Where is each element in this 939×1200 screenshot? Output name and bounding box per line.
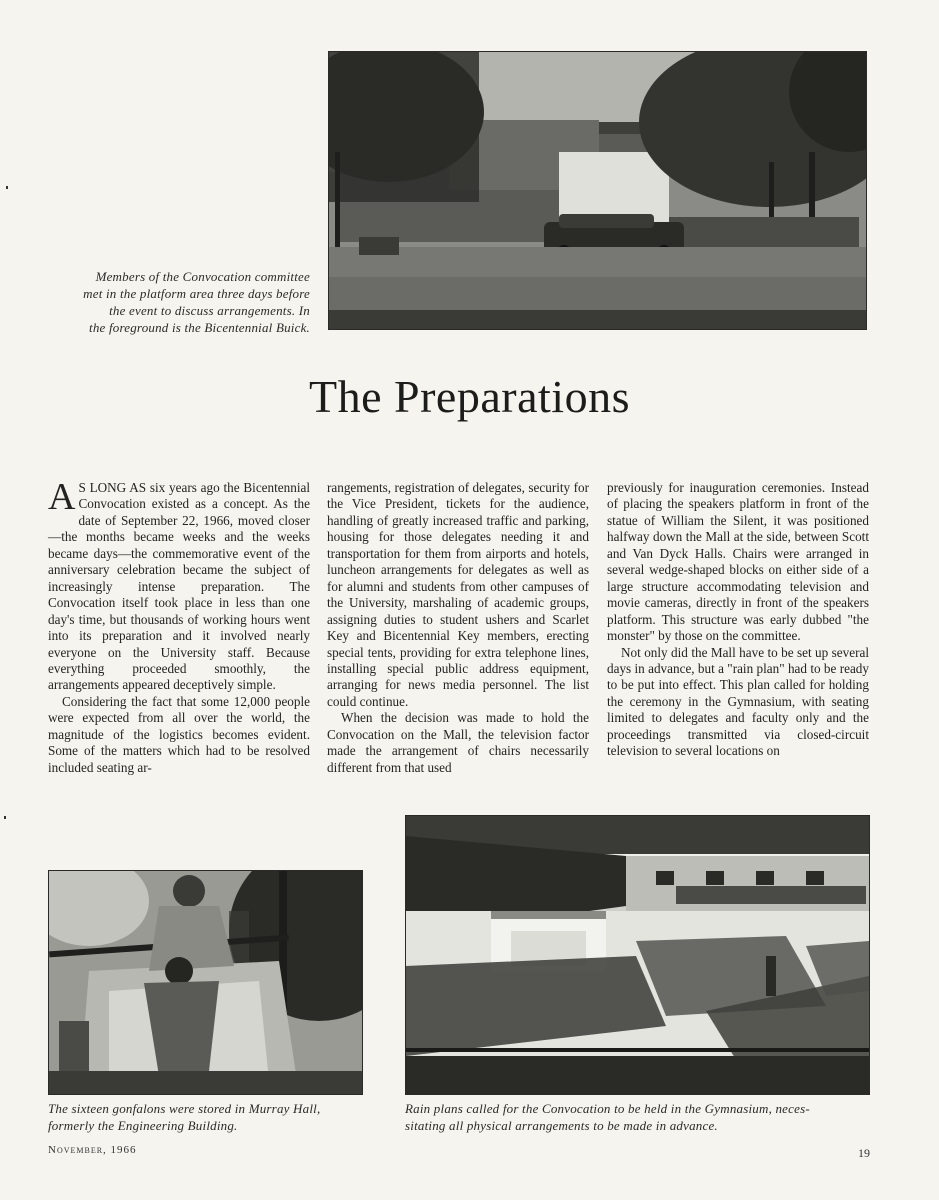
right-photo: [405, 815, 870, 1095]
issue-date: November, 1966: [48, 1144, 137, 1156]
lead-in: S LONG AS: [78, 480, 147, 495]
paragraph: [48, 476, 311, 694]
gymnasium-photo: [406, 816, 869, 1094]
caption-line: Members of the Convocation committee: [95, 269, 310, 284]
scan-speck: [4, 816, 6, 819]
paragraph: When the decision was made to hold the Convocation on the Mall, the television factor made the arrangement of chairs necessarily different from that used: [327, 710, 589, 775]
left-photo-caption: [48, 1100, 368, 1134]
caption-line: formerly the Engineering Building.: [48, 1118, 238, 1133]
paragraph: previously for inauguration ceremonies. Instead of placing the speakers platform in front of the statue of William the Silent, it was positioned halfway down the Mall at the side, between Scott and Van Dyck Halls. Chairs were arranged in several wedge-shaped blocks on either side of a large structure accommodating television and movie cameras, directly in front of the speakers platform. This structure was early dubbed "the monster" by those on the committee.: [607, 480, 869, 644]
paragraph-text: six years ago the Bicentennial Convocation existed as a concept. As the date of September 22, 1966, moved closer—the months became weeks and the weeks became days—the commemorative event of the anniversary celebration became the subject of increasingly intense preparation. The Convocation itself took place in less than one day's time, but thousands of working hours went into its preparation and it involved nearly everyone on the University staff. Because everything proceeded smoothly, the arrangements appeared deceptively simple.: [48, 480, 311, 693]
page-number: 19: [858, 1146, 870, 1160]
paragraph: rangements, registration of delegates, security for the Vice President, tickets for the audience, handling of greatly increased traffic and parking, housing for those delegates needing it and transportation for them from airports and hotels, luncheon arrangements for delegates as well as for alumni and students from other campuses of the University, marshaling of academic groups, assigning duties to student ushers and Scarlet Key and Bicentennial Key members, erecting special tents, providing for extra telephone lines, installing special public address equipment, arranging for news media personnel. The list could continue.: [327, 480, 589, 709]
caption-line: the foreground is the Bicentennial Buick.: [89, 320, 310, 335]
right-photo-caption: [405, 1100, 875, 1134]
caption-line: The sixteen gonfalons were stored in Murray Hall,: [48, 1101, 321, 1116]
article-column-3: [607, 480, 869, 760]
article-title: The Preparations: [309, 371, 630, 422]
caption-line: sitating all physical arrangements to be made in advance.: [405, 1118, 718, 1133]
drop-cap: A: [48, 476, 76, 518]
paragraph: Considering the fact that some 12,000 people were expected from all over the world, the magnitude of the logistics becomes evident. Some of the matters which had to be resolved included seating ar-: [48, 693, 310, 775]
mall-platform-photo: [329, 52, 866, 329]
caption-line: met in the platform area three days before: [83, 286, 310, 301]
caption-line: Rain plans called for the Convocation to be held in the Gymnasium, neces-: [405, 1101, 810, 1116]
caption-line: the event to discuss arrangements. In: [109, 303, 310, 318]
paragraph: Not only did the Mall have to be set up several days in advance, but a "rain plan" had to be ready to be put into effect. This plan called for holding the ceremony in the Gymnasium, with seating limited to delegates and faculty only and the proceedings transmitted via closed-circuit television to several locations on: [607, 644, 869, 759]
gonfalon-storage-photo: [49, 871, 362, 1094]
article-column-1: [48, 476, 311, 776]
left-photo: [48, 870, 363, 1095]
top-photo-caption: [20, 268, 310, 336]
article-column-2: [327, 480, 589, 776]
top-photo: [328, 51, 867, 330]
scan-speck: [6, 186, 8, 189]
